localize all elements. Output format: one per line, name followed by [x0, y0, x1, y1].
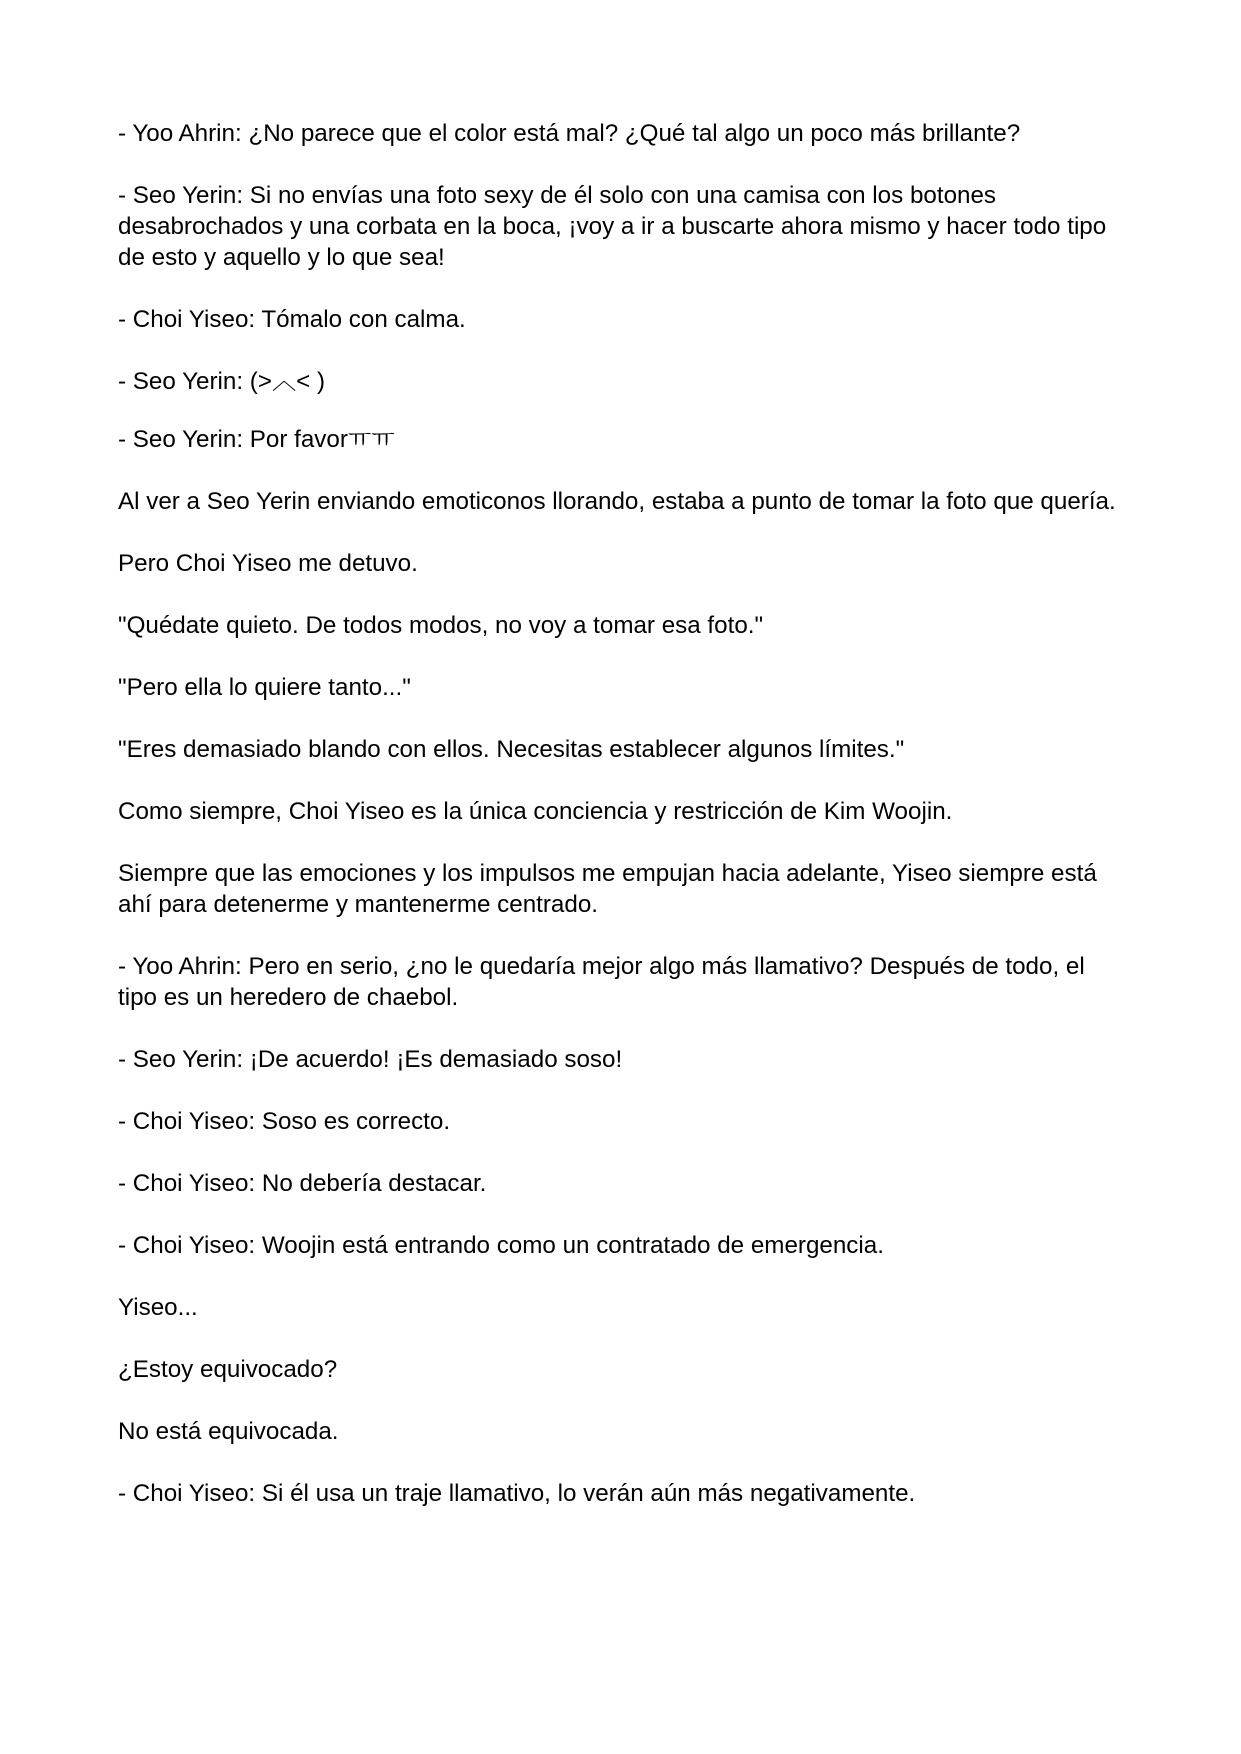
paragraph-9: "Pero ella lo quiere tanto...": [118, 674, 411, 701]
paragraph-4: - Seo Yerin: (>︿< ): [118, 368, 326, 395]
paragraph-21: - Choi Yiseo: Si él usa un traje llamativo, lo verán aún más negativamente.: [118, 1480, 916, 1507]
paragraph-19: ¿Estoy equivocado?: [118, 1356, 338, 1383]
paragraph-17: - Choi Yiseo: Woojin está entrando como un contratado de emergencia.: [118, 1232, 884, 1259]
paragraph-11: Como siempre, Choi Yiseo es la única conciencia y restricción de Kim Woojin.: [118, 798, 953, 825]
paragraph-12: Siempre que las emociones y los impulsos me empujan hacia adelante, Yiseo siempre está ahí para detenerme y mantenerme centrado.: [118, 860, 1097, 918]
paragraph-10: "Eres demasiado blando con ellos. Necesitas establecer algunos límites.": [118, 736, 905, 763]
paragraph-16: - Choi Yiseo: No debería destacar.: [118, 1170, 487, 1197]
paragraph-2: - Seo Yerin: Si no envías una foto sexy de él solo con una camisa con los botones desabrochados y una corbata en la boca, ¡voy a ir a buscarte ahora mismo y hacer todo tipo de esto y aquello y lo que sea!: [118, 182, 1107, 271]
paragraph-18: Yiseo...: [118, 1294, 198, 1321]
paragraph-6: Al ver a Seo Yerin enviando emoticonos llorando, estaba a punto de tomar la foto que quería.: [118, 488, 1116, 515]
paragraph-20: No está equivocada.: [118, 1418, 339, 1445]
paragraph-13: - Yoo Ahrin: Pero en serio, ¿no le quedaría mejor algo más llamativo? Después de todo, el tipo es un heredero de chaebol.: [118, 953, 1085, 1011]
paragraph-8: "Quédate quieto. De todos modos, no voy a tomar esa foto.": [118, 612, 764, 639]
paragraph-5: - Seo Yerin: Por favorㅠㅠ: [118, 426, 395, 453]
paragraph-15: - Choi Yiseo: Soso es correcto.: [118, 1108, 451, 1135]
paragraph-14: - Seo Yerin: ¡De acuerdo! ¡Es demasiado soso!: [118, 1046, 623, 1073]
paragraph-7: Pero Choi Yiseo me detuvo.: [118, 550, 418, 577]
document-body: [118, 118, 1128, 1540]
paragraph-1: - Yoo Ahrin: ¿No parece que el color está mal? ¿Qué tal algo un poco más brillante?: [118, 120, 1021, 147]
paragraph-3: - Choi Yiseo: Tómalo con calma.: [118, 306, 466, 333]
